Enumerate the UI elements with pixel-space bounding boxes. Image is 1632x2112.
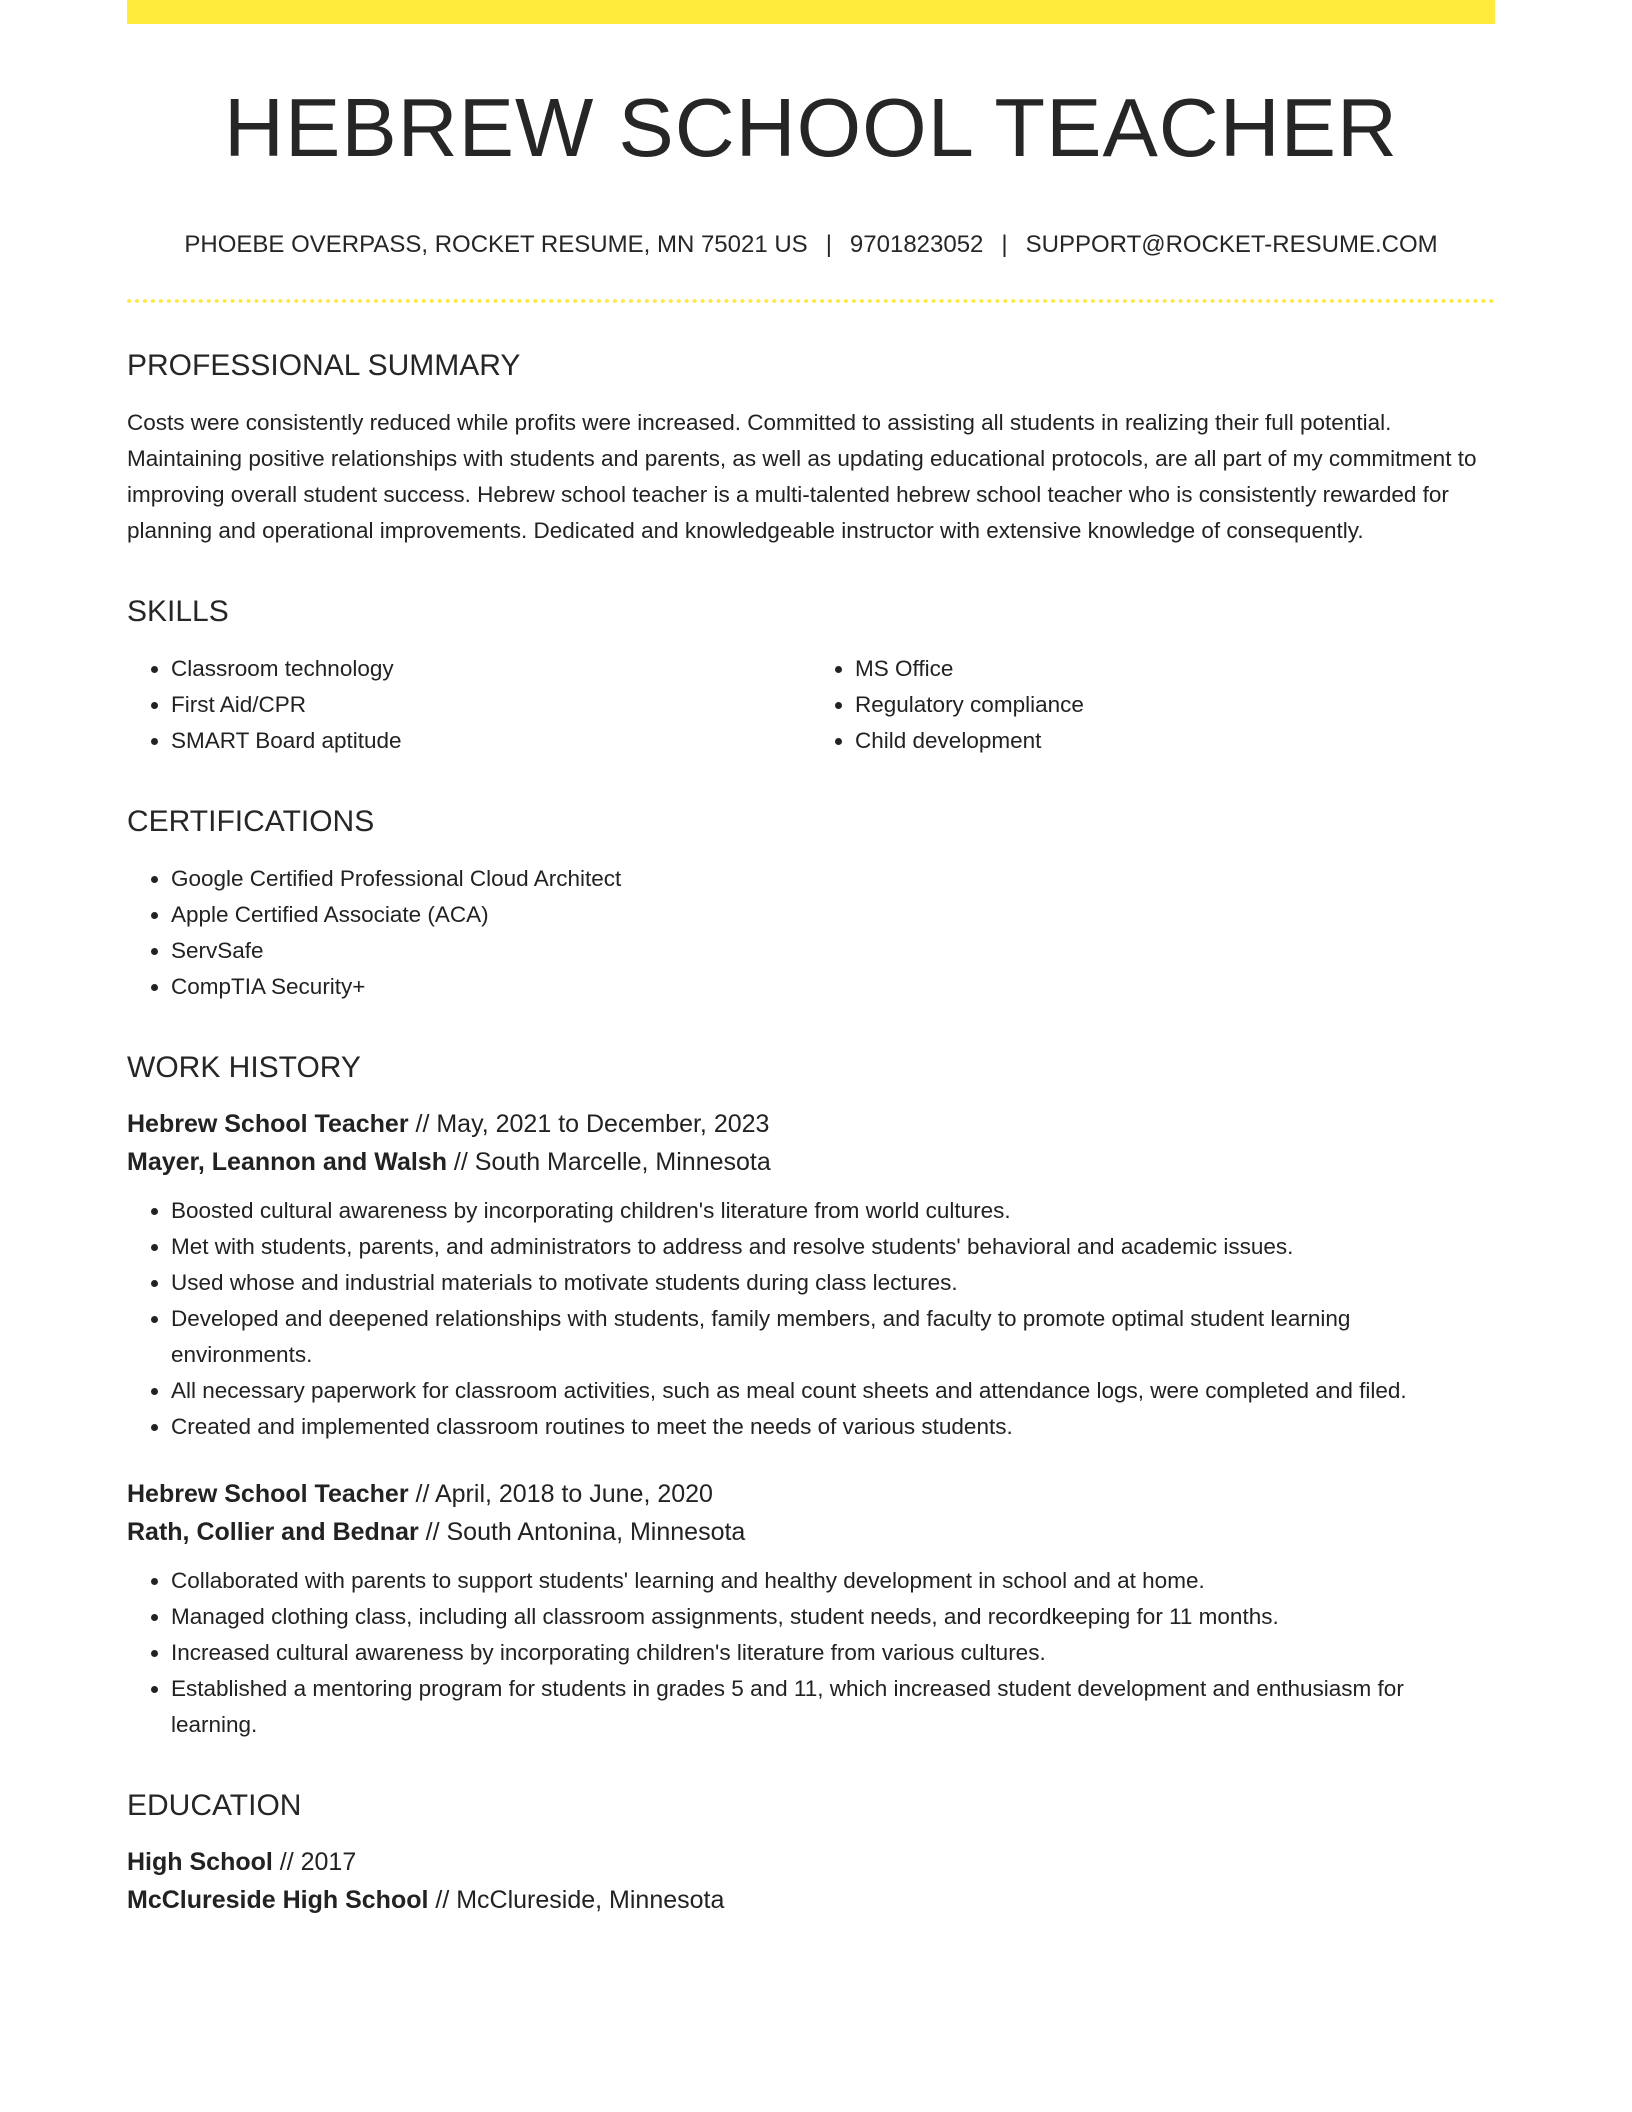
education-degree: High School	[127, 1848, 273, 1876]
header-divider	[127, 299, 1495, 303]
education-entry	[127, 1843, 1495, 1919]
skill-item: • MS Office	[855, 651, 1495, 687]
job-bullet: • Developed and deepened relationships with students, family members, and faculty to promote optimal student learning environments.	[171, 1301, 1495, 1373]
job-bullet: • Used whose and industrial materials to motivate students during class lectures.	[171, 1265, 1495, 1301]
job-title-line	[127, 1475, 1495, 1513]
skill-item: • Regulatory compliance	[855, 687, 1495, 723]
job-location: // South Marcelle, Minnesota	[446, 1148, 771, 1176]
job-role: Hebrew School Teacher	[127, 1480, 409, 1508]
education-school: McClureside High School	[127, 1886, 429, 1914]
skill-item: • SMART Board aptitude	[171, 723, 811, 759]
job-title-line	[127, 1105, 1495, 1143]
skill-item: • Classroom technology	[171, 651, 811, 687]
job-bullet: • Created and implemented classroom routines to meet the needs of various students.	[171, 1409, 1495, 1445]
work-history-heading: WORK HISTORY	[127, 1051, 361, 1084]
job-bullet: • Collaborated with parents to support students' learning and healthy development in school and at home.	[171, 1563, 1495, 1599]
certification-item: • CompTIA Security+	[171, 969, 1495, 1005]
job-company-line	[127, 1143, 1495, 1181]
job-company: Mayer, Leannon and Walsh	[127, 1148, 447, 1176]
skill-item: • First Aid/CPR	[171, 687, 811, 723]
certification-item: • Apple Certified Associate (ACA)	[171, 897, 1495, 933]
contact-line	[127, 233, 1495, 257]
summary-heading: PROFESSIONAL SUMMARY	[127, 349, 521, 382]
job-bullets	[127, 1563, 1495, 1743]
contact-phone: 9701823052	[849, 231, 984, 258]
job-role: Hebrew School Teacher	[127, 1110, 409, 1138]
job-entry	[127, 1105, 1495, 1445]
resume-page	[127, 0, 1495, 1919]
job-entry	[127, 1475, 1495, 1743]
certifications-heading: CERTIFICATIONS	[127, 805, 375, 838]
accent-bar	[127, 0, 1495, 24]
job-bullets	[127, 1193, 1495, 1445]
job-company-line	[127, 1513, 1495, 1551]
skills-list	[127, 651, 1495, 759]
contact-email: SUPPORT@ROCKET-RESUME.COM	[1025, 231, 1438, 258]
summary-text: Costs were consistently reduced while profits were increased. Committed to assisting all students in realizing their full potential. Maintaining positive relationships with students and parents, as well as updating educational protocols, are all part of my commitment to improving overall student success. Hebrew school teacher is a multi-talented hebrew school teacher who is consistently rewarded for planning and operational improvements. Dedicated and knowledgeable instructor with extensive knowledge of consequently.	[127, 410, 1477, 543]
job-company: Rath, Collier and Bednar	[127, 1518, 419, 1546]
skill-item: • Child development	[855, 723, 1495, 759]
job-dates: // May, 2021 to December, 2023	[408, 1110, 770, 1138]
skills-column-left	[127, 651, 811, 759]
job-location: // South Antonina, Minnesota	[418, 1518, 746, 1546]
contact-address: PHOEBE OVERPASS, ROCKET RESUME, MN 75021 US	[184, 231, 808, 258]
education-school-line	[127, 1881, 1495, 1919]
education-heading: EDUCATION	[127, 1789, 302, 1822]
certification-item: • ServSafe	[171, 933, 1495, 969]
job-bullet: • Increased cultural awareness by incorporating children's literature from various cultures.	[171, 1635, 1495, 1671]
contact-separator: |	[825, 231, 832, 258]
job-bullet: • Boosted cultural awareness by incorporating children's literature from world cultures.	[171, 1193, 1495, 1229]
job-dates: // April, 2018 to June, 2020	[408, 1480, 713, 1508]
job-bullet: • Managed clothing class, including all classroom assignments, student needs, and recordkeeping for 11 months.	[171, 1599, 1495, 1635]
certification-item: • Google Certified Professional Cloud Architect	[171, 861, 1495, 897]
education-location: // McClureside, Minnesota	[428, 1886, 725, 1914]
job-bullet: • Met with students, parents, and administrators to address and resolve students' behavioral and academic issues.	[171, 1229, 1495, 1265]
skills-column-right	[811, 651, 1495, 759]
job-bullet: • All necessary paperwork for classroom activities, such as meal count sheets and attendance logs, were completed and filed.	[171, 1373, 1495, 1409]
education-degree-line	[127, 1843, 1495, 1881]
certifications-list	[127, 861, 1495, 1005]
contact-separator: |	[1001, 231, 1008, 258]
education-year: // 2017	[272, 1848, 357, 1876]
resume-name: HEBREW SCHOOL TEACHER	[224, 81, 1398, 174]
skills-heading: SKILLS	[127, 595, 229, 628]
job-bullet: • Established a mentoring program for students in grades 5 and 11, which increased student development and enthusiasm for learning.	[171, 1671, 1495, 1743]
